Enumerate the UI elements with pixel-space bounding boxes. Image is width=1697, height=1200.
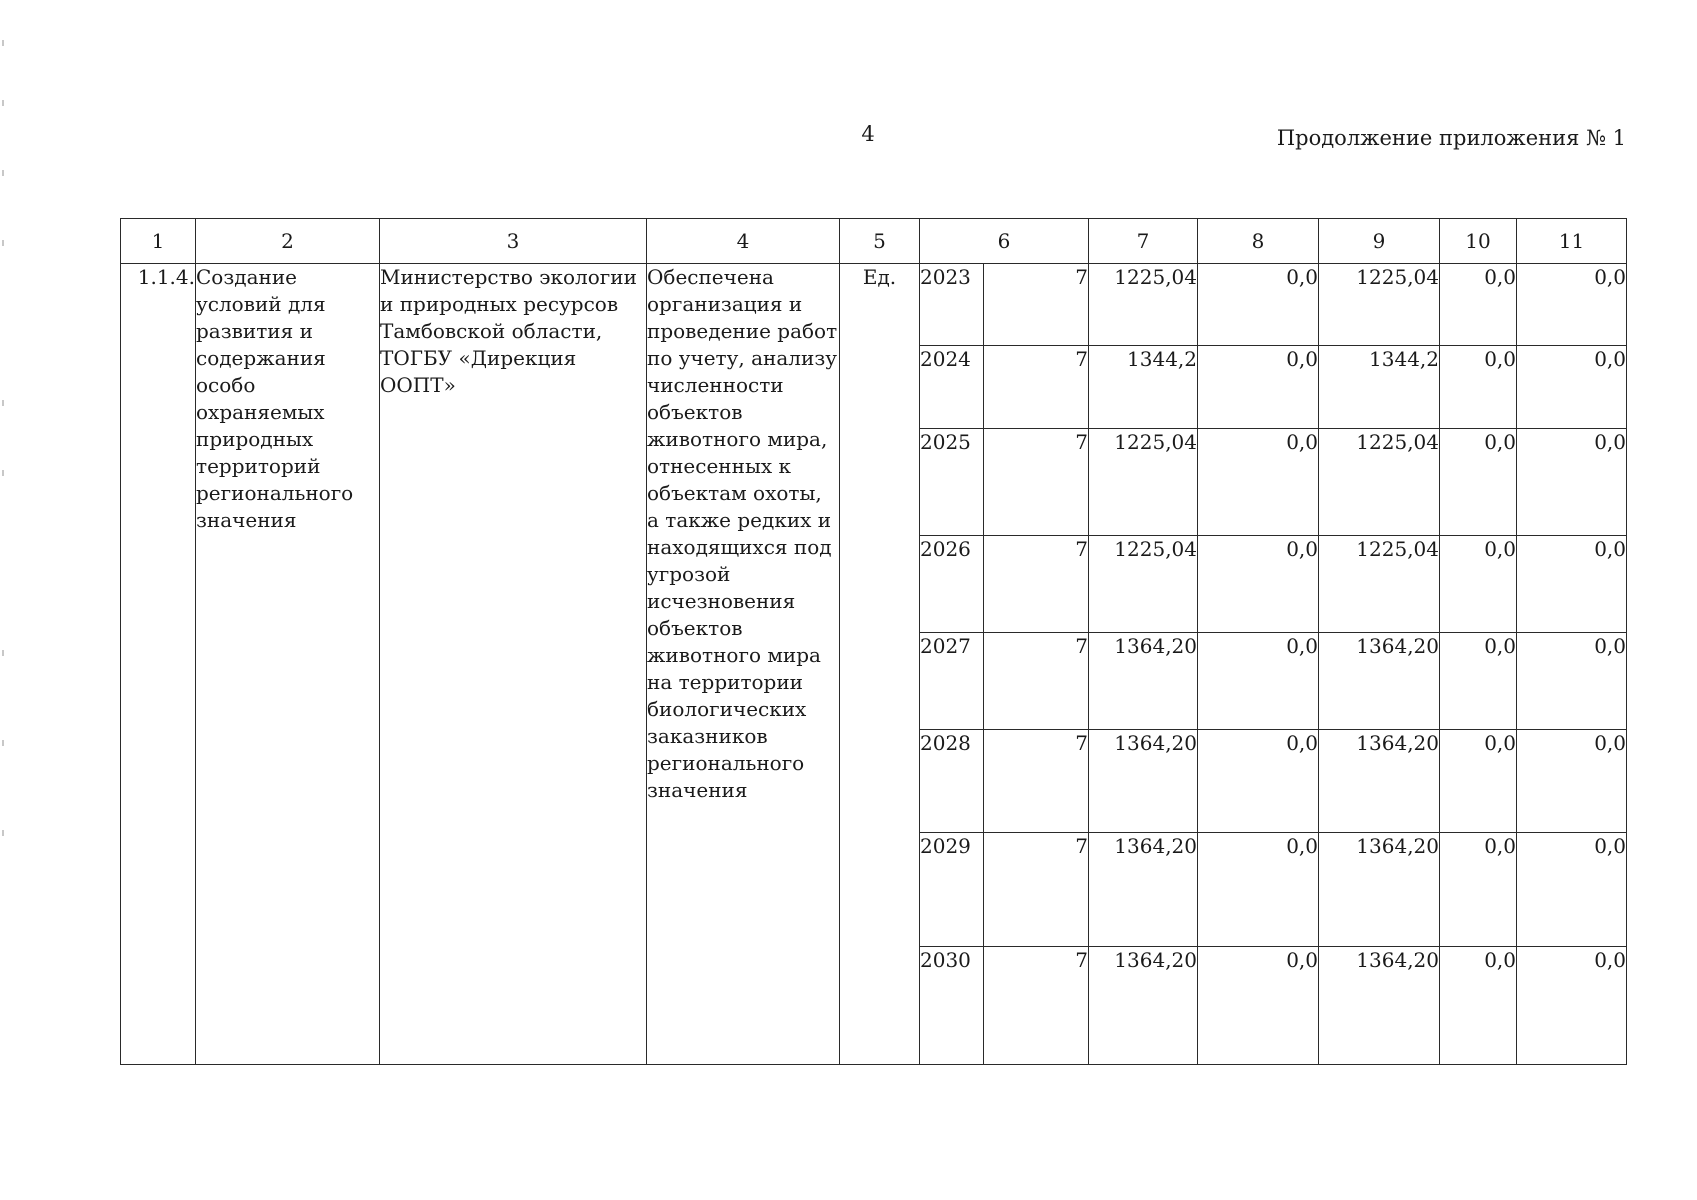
page-number: 4 bbox=[861, 122, 875, 146]
row-year: 2029 bbox=[920, 833, 984, 947]
row-value: 7 bbox=[984, 536, 1089, 633]
col-header-10: 10 bbox=[1440, 219, 1517, 264]
entry-result: Обеспечена организация и проведение работ по учету, анализу численности объектов животного мира, отнесенных к объектам охоты, а также редких и находящихся под угрозой исчезновения объектов животного мира на территории биологических заказников регионального значения bbox=[647, 264, 840, 1065]
row-year: 2023 bbox=[920, 264, 984, 346]
row-year: 2026 bbox=[920, 536, 984, 633]
row-col9: 1364,20 bbox=[1319, 633, 1440, 730]
row-year: 2025 bbox=[920, 429, 984, 536]
entry-code: 1.1.4. bbox=[121, 264, 196, 1065]
col-header-6: 6 bbox=[920, 219, 1089, 264]
row-col11: 0,0 bbox=[1517, 346, 1627, 429]
row-col8: 0,0 bbox=[1198, 633, 1319, 730]
row-col7: 1364,20 bbox=[1089, 833, 1198, 947]
row-col9: 1344,2 bbox=[1319, 346, 1440, 429]
row-col10: 0,0 bbox=[1440, 429, 1517, 536]
row-col10: 0,0 bbox=[1440, 730, 1517, 833]
row-col11: 0,0 bbox=[1517, 833, 1627, 947]
row-year: 2027 bbox=[920, 633, 984, 730]
entry-name: Создание условий для развития и содержания особо охраняемых природных территорий регионального значения bbox=[196, 264, 380, 1065]
col-header-4: 4 bbox=[647, 219, 840, 264]
row-year: 2028 bbox=[920, 730, 984, 833]
table-row bbox=[121, 264, 1627, 346]
row-col9: 1225,04 bbox=[1319, 264, 1440, 346]
col-header-1: 1 bbox=[121, 219, 196, 264]
row-col9: 1225,04 bbox=[1319, 429, 1440, 536]
row-col7: 1364,20 bbox=[1089, 633, 1198, 730]
col-header-11: 11 bbox=[1517, 219, 1627, 264]
column-number-row bbox=[121, 219, 1627, 264]
row-col8: 0,0 bbox=[1198, 264, 1319, 346]
col-header-2: 2 bbox=[196, 219, 380, 264]
row-col9: 1364,20 bbox=[1319, 947, 1440, 1065]
col-header-7: 7 bbox=[1089, 219, 1198, 264]
col-header-8: 8 bbox=[1198, 219, 1319, 264]
row-col11: 0,0 bbox=[1517, 429, 1627, 536]
row-value: 7 bbox=[984, 833, 1089, 947]
row-col8: 0,0 bbox=[1198, 536, 1319, 633]
col-header-3: 3 bbox=[380, 219, 647, 264]
row-col8: 0,0 bbox=[1198, 730, 1319, 833]
row-col11: 0,0 bbox=[1517, 536, 1627, 633]
row-col11: 0,0 bbox=[1517, 730, 1627, 833]
row-value: 7 bbox=[984, 947, 1089, 1065]
row-value: 7 bbox=[984, 633, 1089, 730]
row-col11: 0,0 bbox=[1517, 264, 1627, 346]
entry-executor: Министерство экологии и природных ресурсов Тамбовской области, ТОГБУ «Дирекция ООПТ» bbox=[380, 264, 647, 1065]
row-col11: 0,0 bbox=[1517, 633, 1627, 730]
col-header-9: 9 bbox=[1319, 219, 1440, 264]
row-col9: 1364,20 bbox=[1319, 730, 1440, 833]
row-col9: 1225,04 bbox=[1319, 536, 1440, 633]
scan-edge-marks bbox=[0, 40, 8, 940]
row-year: 2024 bbox=[920, 346, 984, 429]
row-col10: 0,0 bbox=[1440, 633, 1517, 730]
row-col8: 0,0 bbox=[1198, 947, 1319, 1065]
row-value: 7 bbox=[984, 346, 1089, 429]
row-col8: 0,0 bbox=[1198, 833, 1319, 947]
row-col7: 1225,04 bbox=[1089, 536, 1198, 633]
row-value: 7 bbox=[984, 264, 1089, 346]
row-col7: 1344,2 bbox=[1089, 346, 1198, 429]
row-col10: 0,0 bbox=[1440, 264, 1517, 346]
row-year: 2030 bbox=[920, 947, 984, 1065]
row-col8: 0,0 bbox=[1198, 429, 1319, 536]
row-col10: 0,0 bbox=[1440, 536, 1517, 633]
row-col7: 1364,20 bbox=[1089, 730, 1198, 833]
row-col7: 1225,04 bbox=[1089, 264, 1198, 346]
row-col11: 0,0 bbox=[1517, 947, 1627, 1065]
row-col10: 0,0 bbox=[1440, 833, 1517, 947]
row-col7: 1364,20 bbox=[1089, 947, 1198, 1065]
col-header-5: 5 bbox=[840, 219, 920, 264]
row-col7: 1225,04 bbox=[1089, 429, 1198, 536]
program-table bbox=[120, 218, 1627, 1065]
entry-unit: Ед. bbox=[840, 264, 920, 1065]
row-col8: 0,0 bbox=[1198, 346, 1319, 429]
row-value: 7 bbox=[984, 429, 1089, 536]
row-col9: 1364,20 bbox=[1319, 833, 1440, 947]
row-col10: 0,0 bbox=[1440, 346, 1517, 429]
row-col10: 0,0 bbox=[1440, 947, 1517, 1065]
appendix-note: Продолжение приложения № 1 bbox=[1276, 126, 1626, 150]
row-value: 7 bbox=[984, 730, 1089, 833]
